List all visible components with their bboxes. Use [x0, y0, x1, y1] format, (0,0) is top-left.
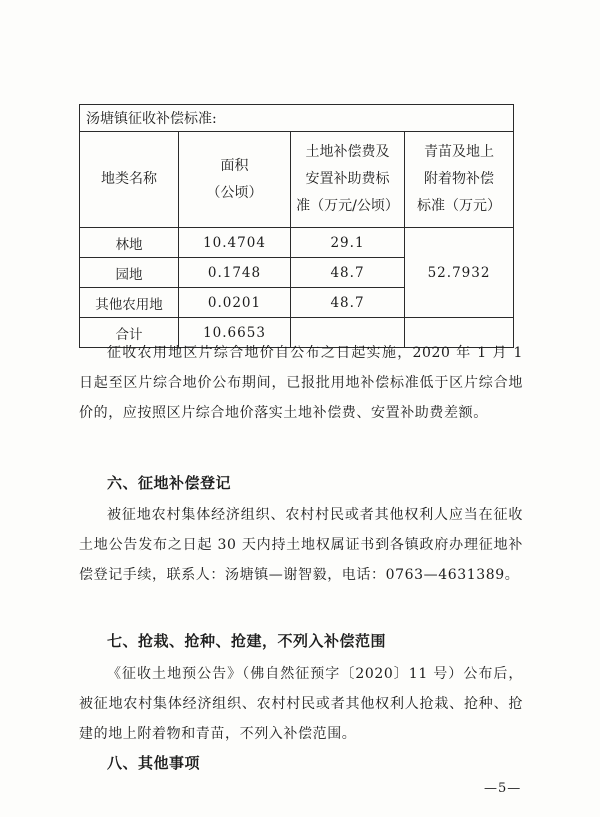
table-caption: 汤塘镇征收补偿标准:: [80, 105, 514, 132]
row-rate: 48.7: [291, 258, 405, 288]
header-area-line2: （公顷）: [206, 184, 263, 201]
header-area-line1: 面积: [220, 157, 249, 174]
row-area: 10.4704: [179, 228, 291, 258]
heading-other-matters: 八、其他事项: [107, 754, 201, 772]
compensation-table: [79, 104, 514, 348]
paragraph-land-price: 征收农用地区片综合地价自公布之日起实施，2020 年 1 月 1 日起至区片综合地价公布期间，已报批用地补偿标准低于区片综合地价的，应按照区片综合地价落实土地补偿费、安置补助费差额。: [79, 345, 523, 421]
header-crop-comp-line2: 附着物补偿: [424, 171, 495, 187]
row-land-type: 园地: [80, 258, 179, 288]
row-area: 0.1748: [179, 258, 291, 288]
crop-compensation-value: 52.7932: [405, 228, 514, 318]
row-land-type: 林地: [80, 228, 179, 258]
heading-compensation-registration: 六、征地补偿登记: [107, 474, 232, 492]
header-land-type: 地类名称: [80, 132, 179, 228]
table-row: [80, 228, 514, 258]
page-number: —5—: [484, 781, 522, 796]
header-crop-comp-line3: 标准（万元）: [417, 198, 502, 214]
header-land-comp-line1: 土地补偿费及: [305, 144, 390, 160]
header-land-comp-line2: 安置补助费标: [305, 171, 390, 187]
header-area: [179, 132, 291, 228]
header-crop-comp-line1: 青苗及地上: [424, 144, 495, 160]
row-area: 0.0201: [179, 288, 291, 318]
row-land-type: 其他农用地: [80, 288, 179, 318]
total-area: 10.6653: [179, 318, 291, 348]
paragraph-no-compensation: 《征收土地预公告》（佛自然征预字〔2020〕11 号）公布后，被征地农村集体经济组织、农村村民或者其他权利人抢栽、抢种、抢建的地上附着物和青苗，不列入补偿范围。: [79, 666, 523, 742]
paragraph-registration: 被征地农村集体经济组织、农村村民或者其他权利人应当在征收土地公告发布之日起 30 天内持土地权属证书到各镇政府办理征地补偿登记手续，联系人：汤塘镇—谢智毅，电话：0763—4631389。: [79, 507, 523, 583]
header-land-comp-line3: 准（万元/公顷）: [296, 198, 399, 214]
header-land-compensation: [291, 132, 405, 228]
row-rate: 29.1: [291, 228, 405, 258]
heading-no-compensation: 七、抢栽、抢种、抢建，不列入补偿范围: [107, 632, 387, 650]
header-crop-compensation: [405, 132, 514, 228]
table-header-row: [80, 132, 514, 228]
total-label: 合计: [80, 318, 179, 348]
row-rate: 48.7: [291, 288, 405, 318]
